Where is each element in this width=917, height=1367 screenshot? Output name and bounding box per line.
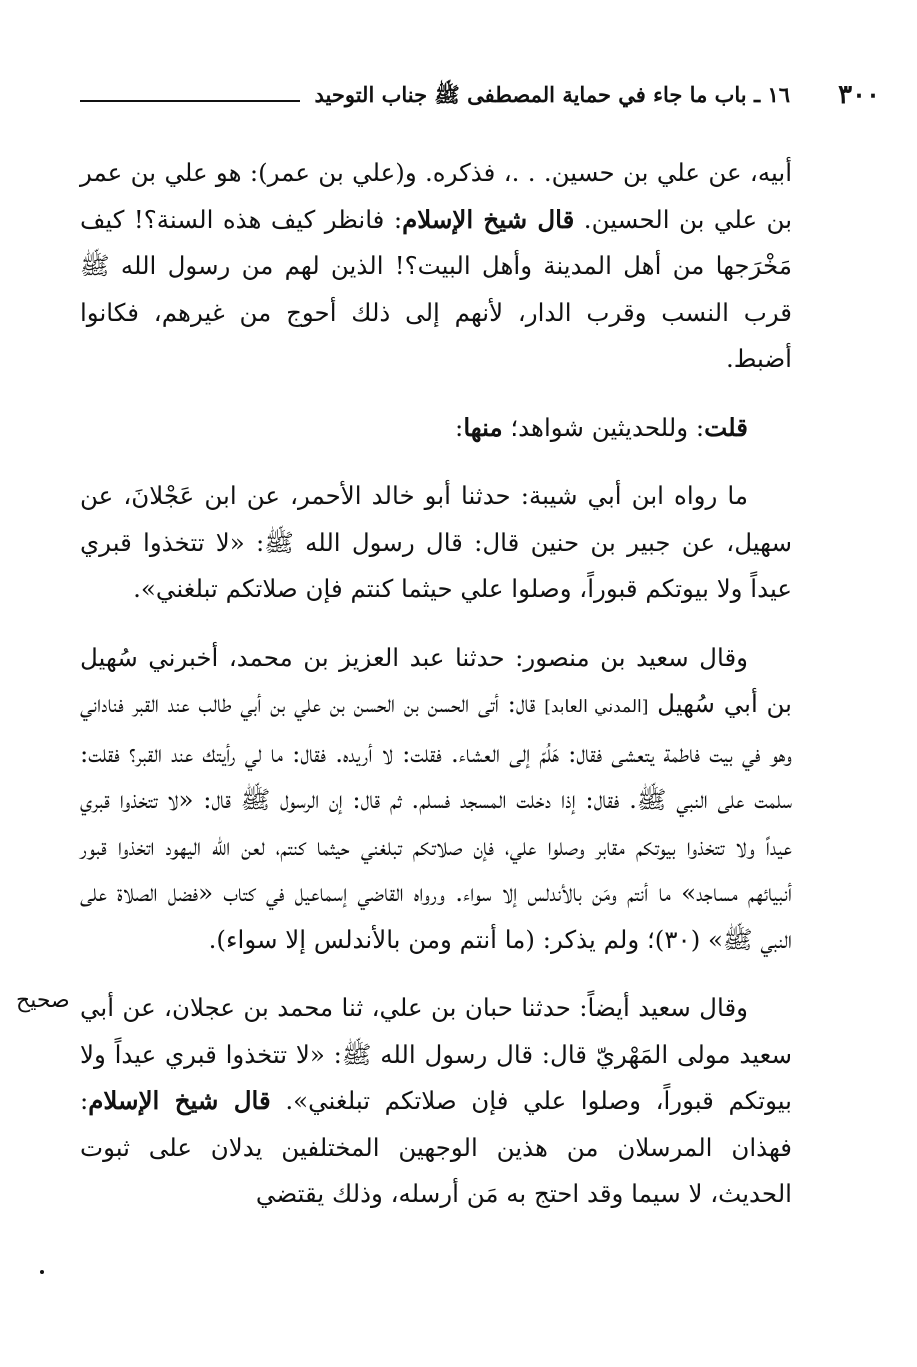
page-header [80,80,880,120]
text-run: : وللحديثين شواهد؛ [502,412,705,442]
header-rule [80,100,300,102]
text-run: : فانظر كيف هذه السنة؟! كيف مَخْرَجها من أهل المدينة وأهل البيت؟! الذين لهم من رسول الله ﷺ قرب النسب وقرب الدار، لأنهم إلى ذلك أحوج من غيرهم، فكانوا أضبط. [80,204,792,373]
text-run: وقال سعيد أيضاً: حدثنا حبان بن علي، ثنا محمد بن عجلان، عن أبي سعيد مولى المَهْريّ قال: قال رسول الله ﷺ: «لا تتخذوا قبري عيداً ولا بيوتكم قبوراً، وصلوا علي فإن صلاتكم تبلغني». [80,993,792,1115]
bold-keyword: منها [463,412,503,442]
paragraph [80,473,792,613]
paragraph [80,405,792,452]
margin-dot [40,1270,44,1274]
margin-note: صحيح [16,988,70,1013]
running-title: ١٦ ـ باب ما جاء في حماية المصطفى ﷺ جناب التوحيد [314,82,790,107]
text-run: أبيه، عن علي بن حسين. . .، فذكره. و(علي بن عمر): هو علي بن عمر بن علي بن الحسين. [80,158,793,234]
text-run: قال: أتى الحسن بن الحسن بن علي بن أبي طالب عند القبر فناداني وهو في بيت فاطمة يتعشى فقال: هَلُمّ إلى العشاء. فقلت: لا أريده. فقال: ما لي رأيتك عند القبر؟ فقلت: سلمت على النبي ﷺ. فقال: إذا دخلت المسجد فسلم. ثم قال: إن الرسول ﷺ قال: «لا تتخذوا قبري عيداً ولا تتخذوا بيوتكم مقابر وصلوا علي، فإن صلاتكم تبلغني حيثما كنتم، لعن الله اليهود اتخذوا قبور أنبيائهم مساجد» ما أنتم ومَن بالأندلس إلا سواء. ورواه القاضي إسماعيل في كتاب «فضل الصلاة على النبي ﷺ» (٣٠)؛ ولم يذكر: (ما أنتم ومن بالأندلس إلا سواء). [80,689,792,954]
text-run: : [455,412,464,442]
bold-keyword: قال شيخ الإسلام [88,1086,271,1115]
paragraph [80,985,792,1218]
page-body [80,150,792,1240]
bold-keyword: قلت [704,412,748,442]
text-run: ما رواه ابن أبي شيبة: حدثنا أبو خالد الأحمر، عن ابن عَجْلانَ، عن سهيل، عن جبير بن حنين قال: قال رسول الله ﷺ: «لا تتخذوا قبري عيداً ولا بيوتكم قبوراً، وصلوا علي حيثما كنتم فإن صلاتكم تبلغني». [80,481,792,603]
text-run: : فهذان المرسلان من هذين الوجهين المختلفين يدلان على ثبوت الحديث، لا سيما وقد احتج به مَن أرسله، وذلك يقتضي [80,1086,792,1208]
bracket-note: [المدني العابد] [544,697,649,717]
page-number: ٣٠٠ [838,80,880,110]
paragraph [80,635,792,964]
paragraph [80,150,792,383]
bold-keyword: قال شيخ الإسلام [402,204,575,234]
text-run: وقال سعيد بن منصور: حدثنا عبد العزيز بن محمد، أخبرني سُهيل بن أبي سُهيل [80,642,792,718]
